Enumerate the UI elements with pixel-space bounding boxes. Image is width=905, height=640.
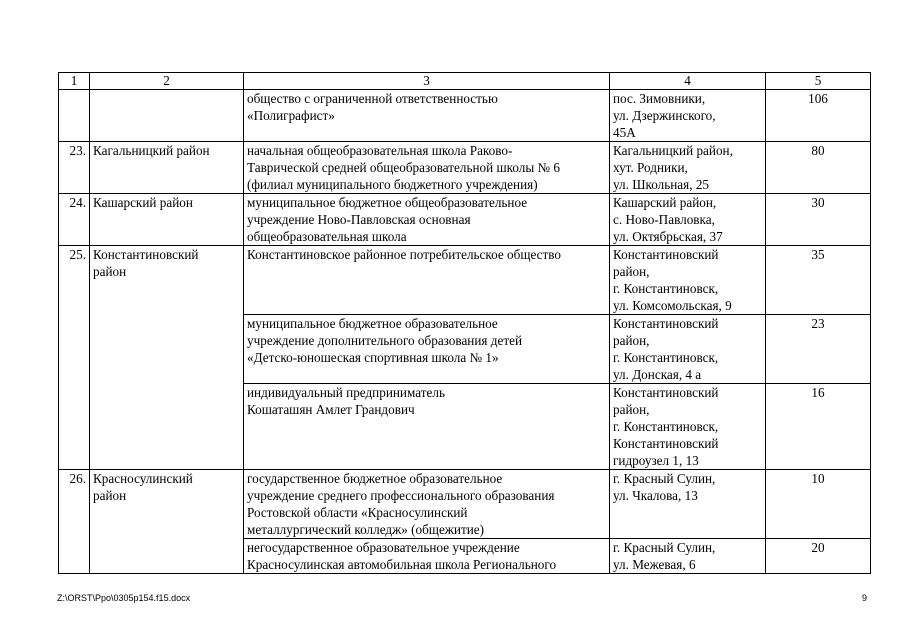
- address-line: Кагальницкий район,: [613, 143, 733, 158]
- table-row: [59, 246, 871, 315]
- address-line: г. Константиновск,: [613, 419, 719, 434]
- address-line: с. Ново-Павловка,: [613, 212, 715, 227]
- district-cell: [90, 470, 244, 539]
- organization-cell: [244, 90, 610, 142]
- address-line: ул. Чкалова, 13: [613, 488, 698, 503]
- count-cell: 80: [766, 142, 871, 194]
- district-line: район: [93, 264, 127, 279]
- organization-line: учреждение дополнительного образования детей: [247, 333, 523, 348]
- organization-cell: [244, 315, 610, 384]
- organization-line: учреждение среднего профессионального образования: [247, 488, 555, 503]
- address-line: гидроузел 1, 13: [613, 453, 699, 468]
- count-cell: 20: [766, 539, 871, 574]
- count-cell: 106: [766, 90, 871, 142]
- address-line: ул. Школьная, 25: [613, 177, 710, 192]
- organization-line: государственное бюджетное образовательное: [247, 471, 503, 486]
- district-cell: [90, 246, 244, 315]
- organization-cell: [244, 194, 610, 246]
- row-number: 24.: [59, 194, 90, 246]
- address-line: Константиновский: [613, 316, 719, 331]
- address-cell: [610, 384, 766, 470]
- row-number: 26.: [59, 470, 90, 539]
- table-row: [59, 142, 871, 194]
- count-cell: 16: [766, 384, 871, 470]
- address-cell: [610, 539, 766, 574]
- organization-line: Ростовской области «Красносулинский: [247, 505, 468, 520]
- organization-line: учреждение Ново-Павловская основная: [247, 212, 471, 227]
- header-col-5: 5: [766, 73, 871, 90]
- organization-cell: [244, 142, 610, 194]
- address-line: г. Красный Сулин,: [613, 471, 716, 486]
- district-line: Кашарский район: [93, 195, 193, 210]
- count-cell: 35: [766, 246, 871, 315]
- organization-line: Красносулинская автомобильная школа Регионального: [247, 557, 557, 572]
- district-line: Константиновский: [93, 247, 199, 262]
- address-line: Константиновский: [613, 247, 719, 262]
- district-cell: [90, 142, 244, 194]
- address-cell: [610, 315, 766, 384]
- row-number: 23.: [59, 142, 90, 194]
- table-row: [59, 194, 871, 246]
- table-body: [59, 73, 871, 574]
- count-cell: 23: [766, 315, 871, 384]
- table-row: [59, 384, 871, 470]
- table-row: [59, 470, 871, 539]
- address-line: хут. Родники,: [613, 160, 688, 175]
- district-cell: [90, 315, 244, 384]
- row-number: [59, 315, 90, 384]
- organization-line: муниципальное бюджетное образовательное: [247, 316, 498, 331]
- document-table: [58, 72, 871, 574]
- address-line: г. Красный Сулин,: [613, 540, 716, 555]
- address-cell: [610, 142, 766, 194]
- organization-line: Константиновское районное потребительское общество: [247, 247, 562, 262]
- organization-line: «Полиграфист»: [247, 108, 335, 123]
- row-number: [59, 539, 90, 574]
- header-row: [59, 73, 871, 90]
- header-col-4: 4: [610, 73, 766, 90]
- row-number: 25.: [59, 246, 90, 315]
- table-row: [59, 539, 871, 574]
- district-cell: [90, 384, 244, 470]
- count-cell: 10: [766, 470, 871, 539]
- address-cell: [610, 194, 766, 246]
- page-number: 9: [862, 593, 868, 603]
- address-line: пос. Зимовники,: [613, 91, 706, 106]
- address-line: ул. Комсомольская, 9: [613, 298, 732, 313]
- district-line: Красносулинский: [93, 471, 193, 486]
- address-line: район,: [613, 264, 650, 279]
- organization-cell: [244, 246, 610, 315]
- table-row: [59, 90, 871, 142]
- organization-line: Таврической средней общеобразовательной школы № 6: [247, 160, 561, 175]
- district-line: район: [93, 488, 127, 503]
- footer-file-path: Z:\ORST\Ppo\0305p154.f15.docx: [57, 593, 191, 603]
- organization-line: начальная общеобразовательная школа Раково-: [247, 143, 513, 158]
- organization-line: негосударственное образовательное учреждение: [247, 540, 520, 555]
- address-line: г. Константиновск,: [613, 281, 719, 296]
- header-col-1: 1: [59, 73, 90, 90]
- organization-line: муниципальное бюджетное общеобразовательное: [247, 195, 528, 210]
- address-cell: [610, 470, 766, 539]
- address-line: ул. Межевая, 6: [613, 557, 696, 572]
- district-cell: [90, 539, 244, 574]
- organization-line: (филиал муниципального бюджетного учреждения): [247, 177, 538, 192]
- header-col-3: 3: [244, 73, 610, 90]
- organization-line: индивидуальный предприниматель: [247, 385, 445, 400]
- count-cell: 30: [766, 194, 871, 246]
- address-line: Константиновский: [613, 385, 719, 400]
- organization-cell: [244, 539, 610, 574]
- organization-cell: [244, 384, 610, 470]
- address-line: г. Константиновск,: [613, 350, 719, 365]
- district-line: Кагальницкий район: [93, 143, 210, 158]
- organization-line: «Детско-юношеская спортивная школа № 1»: [247, 350, 499, 365]
- address-line: Кашарский район,: [613, 195, 717, 210]
- district-cell: [90, 90, 244, 142]
- organization-line: общество с ограниченной ответственностью: [247, 91, 498, 106]
- organization-cell: [244, 470, 610, 539]
- header-col-2: 2: [90, 73, 244, 90]
- address-line: район,: [613, 333, 650, 348]
- organization-line: Кошаташян Амлет Грандович: [247, 402, 415, 417]
- row-number: [59, 384, 90, 470]
- organization-line: металлургический колледж» (общежитие): [247, 522, 485, 537]
- row-number: [59, 90, 90, 142]
- address-line: Константиновский: [613, 436, 719, 451]
- organization-line: общеобразовательная школа: [247, 229, 407, 244]
- address-line: ул. Октябрьская, 37: [613, 229, 723, 244]
- address-line: район,: [613, 402, 650, 417]
- address-cell: [610, 90, 766, 142]
- address-line: 45А: [613, 125, 636, 140]
- table-row: [59, 315, 871, 384]
- address-line: ул. Донская, 4 а: [613, 367, 702, 382]
- address-line: ул. Дзержинского,: [613, 108, 716, 123]
- address-cell: [610, 246, 766, 315]
- district-cell: [90, 194, 244, 246]
